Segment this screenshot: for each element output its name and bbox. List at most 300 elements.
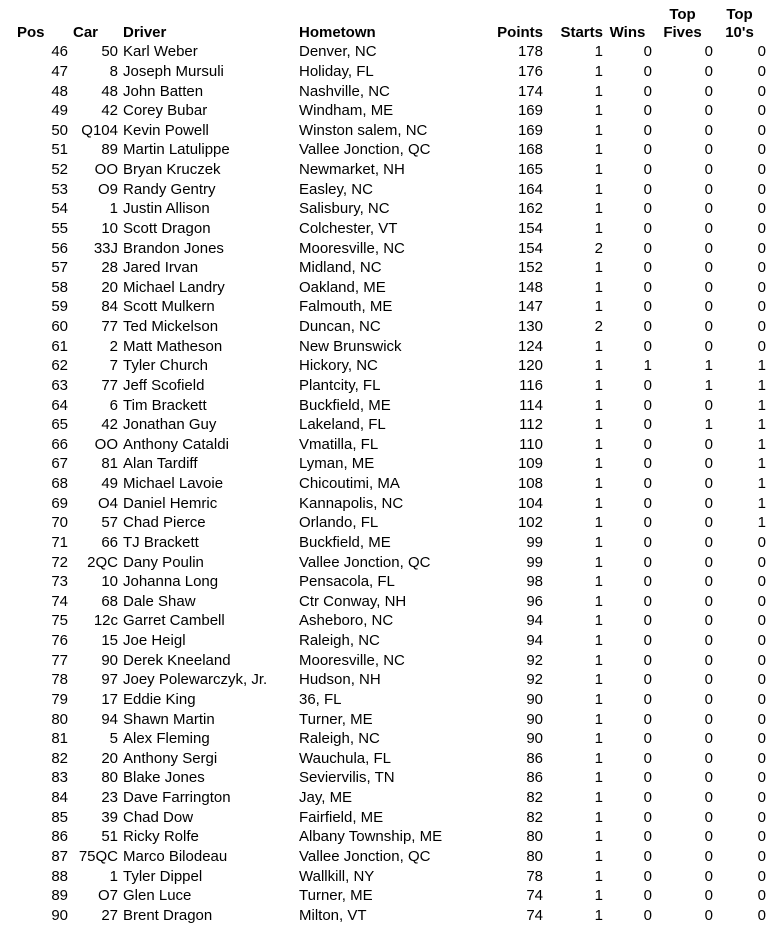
cell-top-fives: 0 bbox=[704, 141, 713, 159]
cell-hometown: Vallee Jonction, QC bbox=[299, 847, 431, 865]
cell-car: 20 bbox=[101, 278, 118, 296]
cell-pos: 88 bbox=[51, 867, 68, 885]
cell-points: 154 bbox=[517, 219, 543, 237]
cell-top-tens: 1 bbox=[757, 357, 766, 375]
cell-starts: 1 bbox=[594, 376, 603, 394]
cell-driver: Daniel Hemric bbox=[123, 494, 218, 512]
cell-driver: Joe Heigl bbox=[123, 632, 186, 650]
cell-driver: Michael Lavoie bbox=[123, 475, 224, 493]
cell-wins: 0 bbox=[643, 62, 652, 80]
cell-starts: 1 bbox=[594, 298, 603, 316]
cell-driver: John Batten bbox=[123, 82, 204, 100]
cell-car: 5 bbox=[109, 730, 118, 748]
cell-starts: 1 bbox=[594, 710, 603, 728]
table-row bbox=[0, 356, 766, 376]
cell-wins: 0 bbox=[643, 219, 652, 237]
cell-points: 124 bbox=[517, 337, 543, 355]
cell-pos: 68 bbox=[51, 475, 68, 493]
table-row bbox=[0, 474, 766, 494]
cell-top-fives: 0 bbox=[704, 121, 713, 139]
cell-points: 99 bbox=[526, 553, 543, 571]
cell-points: 174 bbox=[517, 82, 543, 100]
table-row bbox=[0, 906, 766, 926]
standings-body bbox=[0, 42, 766, 925]
cell-hometown: Colchester, VT bbox=[299, 219, 398, 237]
cell-hometown: Orlando, FL bbox=[299, 514, 379, 532]
cell-top-fives: 1 bbox=[704, 376, 713, 394]
cell-points: 164 bbox=[517, 180, 543, 198]
cell-pos: 59 bbox=[51, 298, 68, 316]
cell-wins: 0 bbox=[643, 298, 652, 316]
cell-wins: 0 bbox=[643, 259, 652, 277]
cell-car: 1 bbox=[109, 200, 118, 218]
cell-starts: 1 bbox=[594, 121, 603, 139]
cell-points: 169 bbox=[517, 121, 543, 139]
cell-pos: 64 bbox=[51, 396, 68, 414]
cell-driver: Brent Dragon bbox=[123, 906, 213, 924]
cell-wins: 0 bbox=[643, 710, 652, 728]
cell-wins: 0 bbox=[643, 730, 652, 748]
cell-driver: Eddie King bbox=[123, 690, 196, 708]
table-row bbox=[0, 238, 766, 258]
cell-car: 77 bbox=[101, 376, 118, 394]
cell-wins: 0 bbox=[643, 749, 652, 767]
cell-pos: 76 bbox=[51, 632, 68, 650]
cell-starts: 1 bbox=[594, 180, 603, 198]
table-row bbox=[0, 650, 766, 670]
cell-starts: 1 bbox=[594, 808, 603, 826]
cell-top-fives: 0 bbox=[704, 573, 713, 591]
cell-points: 92 bbox=[526, 651, 543, 669]
cell-driver: Joey Polewarczyk, Jr. bbox=[123, 671, 268, 689]
cell-wins: 0 bbox=[643, 278, 652, 296]
cell-driver: Tyler Church bbox=[123, 357, 209, 375]
cell-top-tens: 0 bbox=[757, 62, 766, 80]
cell-top-tens: 0 bbox=[757, 906, 766, 924]
cell-hometown: Vallee Jonction, QC bbox=[299, 141, 431, 159]
table-row bbox=[0, 121, 766, 141]
cell-points: 130 bbox=[517, 318, 543, 336]
cell-driver: Scott Mulkern bbox=[123, 298, 215, 316]
cell-hometown: Turner, ME bbox=[299, 710, 373, 728]
table-row bbox=[0, 552, 766, 572]
cell-pos: 78 bbox=[51, 671, 68, 689]
cell-top-tens: 0 bbox=[757, 318, 766, 336]
cell-driver: Blake Jones bbox=[123, 769, 205, 787]
cell-wins: 0 bbox=[643, 789, 652, 807]
table-row bbox=[0, 749, 766, 769]
cell-points: 74 bbox=[526, 906, 543, 924]
cell-points: 116 bbox=[519, 376, 543, 394]
cell-car: 80 bbox=[101, 769, 118, 787]
cell-hometown: Nashville, NC bbox=[299, 82, 390, 100]
cell-pos: 67 bbox=[51, 455, 68, 473]
cell-top-tens: 0 bbox=[757, 259, 766, 277]
table-row bbox=[0, 199, 766, 219]
cell-hometown: Mooresville, NC bbox=[299, 651, 405, 669]
cell-wins: 0 bbox=[643, 200, 652, 218]
cell-top-fives: 0 bbox=[704, 396, 713, 414]
cell-hometown: Mooresville, NC bbox=[299, 239, 405, 257]
header-pos: Pos bbox=[17, 24, 45, 41]
cell-driver: TJ Brackett bbox=[123, 533, 199, 551]
cell-wins: 0 bbox=[643, 533, 652, 551]
table-row bbox=[0, 81, 766, 101]
cell-top-tens: 0 bbox=[757, 553, 766, 571]
table-row bbox=[0, 611, 766, 631]
cell-top-fives: 0 bbox=[704, 298, 713, 316]
table-row bbox=[0, 62, 766, 82]
cell-hometown: Seviervilis, TN bbox=[299, 769, 395, 787]
cell-top-fives: 0 bbox=[704, 200, 713, 218]
cell-pos: 80 bbox=[51, 710, 68, 728]
cell-starts: 1 bbox=[594, 514, 603, 532]
cell-top-fives: 0 bbox=[704, 180, 713, 198]
cell-starts: 1 bbox=[594, 475, 603, 493]
table-row bbox=[0, 592, 766, 612]
cell-driver: Marco Bilodeau bbox=[123, 847, 228, 865]
cell-top-fives: 0 bbox=[704, 553, 713, 571]
cell-starts: 1 bbox=[594, 62, 603, 80]
cell-pos: 77 bbox=[51, 651, 68, 669]
cell-hometown: Fairfield, ME bbox=[299, 808, 384, 826]
cell-top-tens: 0 bbox=[757, 43, 766, 61]
cell-pos: 83 bbox=[51, 769, 68, 787]
cell-points: 112 bbox=[519, 416, 543, 434]
cell-car: OO bbox=[94, 435, 118, 453]
cell-hometown: Falmouth, ME bbox=[299, 298, 393, 316]
cell-driver: Joseph Mursuli bbox=[123, 62, 224, 80]
cell-top-tens: 0 bbox=[757, 200, 766, 218]
cell-points: 90 bbox=[526, 730, 543, 748]
cell-starts: 1 bbox=[594, 573, 603, 591]
header-top-tens bbox=[713, 2, 766, 42]
cell-car: 10 bbox=[101, 219, 118, 237]
cell-top-tens: 0 bbox=[757, 769, 766, 787]
table-row bbox=[0, 886, 766, 906]
cell-hometown: Plantcity, FL bbox=[299, 376, 381, 394]
cell-top-fives: 0 bbox=[704, 219, 713, 237]
cell-wins: 0 bbox=[643, 416, 652, 434]
cell-top-fives: 0 bbox=[704, 318, 713, 336]
cell-wins: 0 bbox=[643, 494, 652, 512]
cell-driver: Martin Latulippe bbox=[123, 141, 230, 159]
cell-top-fives: 0 bbox=[704, 102, 713, 120]
cell-car: 28 bbox=[101, 259, 118, 277]
cell-pos: 58 bbox=[51, 278, 68, 296]
cell-starts: 1 bbox=[594, 690, 603, 708]
cell-pos: 90 bbox=[51, 906, 68, 924]
cell-pos: 82 bbox=[51, 749, 68, 767]
cell-top-fives: 0 bbox=[704, 867, 713, 885]
table-row bbox=[0, 415, 766, 435]
cell-driver: Randy Gentry bbox=[123, 180, 216, 198]
cell-top-tens: 1 bbox=[757, 475, 766, 493]
cell-points: 110 bbox=[519, 435, 543, 453]
cell-top-tens: 0 bbox=[757, 592, 766, 610]
cell-starts: 1 bbox=[594, 612, 603, 630]
table-row bbox=[0, 336, 766, 356]
cell-top-fives: 0 bbox=[704, 710, 713, 728]
cell-top-fives: 0 bbox=[704, 690, 713, 708]
cell-points: 78 bbox=[526, 867, 543, 885]
cell-points: 104 bbox=[517, 494, 543, 512]
cell-starts: 1 bbox=[594, 337, 603, 355]
cell-car: 1 bbox=[109, 867, 118, 885]
cell-pos: 79 bbox=[51, 690, 68, 708]
cell-points: 148 bbox=[517, 278, 543, 296]
cell-points: 96 bbox=[526, 592, 543, 610]
cell-wins: 0 bbox=[643, 102, 652, 120]
cell-top-fives: 0 bbox=[704, 828, 713, 846]
cell-pos: 47 bbox=[51, 62, 68, 80]
cell-points: 94 bbox=[526, 632, 543, 650]
cell-pos: 86 bbox=[51, 828, 68, 846]
cell-car: 75QC bbox=[78, 847, 118, 865]
cell-top-tens: 1 bbox=[757, 396, 766, 414]
cell-starts: 1 bbox=[594, 82, 603, 100]
cell-top-tens: 0 bbox=[757, 141, 766, 159]
cell-top-tens: 1 bbox=[757, 455, 766, 473]
cell-points: 176 bbox=[517, 62, 543, 80]
table-row bbox=[0, 807, 766, 827]
cell-points: 80 bbox=[526, 828, 543, 846]
table-row bbox=[0, 219, 766, 239]
cell-starts: 1 bbox=[594, 141, 603, 159]
cell-hometown: Milton, VT bbox=[299, 906, 367, 924]
cell-top-fives: 0 bbox=[704, 730, 713, 748]
header-points: Points bbox=[497, 24, 543, 41]
cell-points: 120 bbox=[517, 357, 543, 375]
cell-pos: 75 bbox=[51, 612, 68, 630]
cell-top-tens: 0 bbox=[757, 710, 766, 728]
table-row bbox=[0, 101, 766, 121]
cell-hometown: Hickory, NC bbox=[299, 357, 378, 375]
cell-hometown: Holiday, FL bbox=[299, 62, 374, 80]
cell-hometown: Vallee Jonction, QC bbox=[299, 553, 431, 571]
cell-hometown: Windham, ME bbox=[299, 102, 394, 120]
cell-starts: 1 bbox=[594, 43, 603, 61]
cell-driver: Dave Farrington bbox=[123, 789, 231, 807]
cell-pos: 49 bbox=[51, 102, 68, 120]
cell-wins: 0 bbox=[643, 867, 652, 885]
cell-driver: Dale Shaw bbox=[123, 592, 196, 610]
cell-top-tens: 0 bbox=[757, 690, 766, 708]
table-row bbox=[0, 435, 766, 455]
cell-top-fives: 0 bbox=[704, 435, 713, 453]
cell-top-fives: 0 bbox=[704, 82, 713, 100]
cell-car: 17 bbox=[101, 690, 118, 708]
cell-pos: 60 bbox=[51, 318, 68, 336]
cell-wins: 0 bbox=[643, 887, 652, 905]
cell-driver: Chad Pierce bbox=[123, 514, 206, 532]
cell-wins: 0 bbox=[643, 769, 652, 787]
cell-starts: 1 bbox=[594, 749, 603, 767]
cell-top-tens: 0 bbox=[757, 671, 766, 689]
cell-wins: 1 bbox=[643, 357, 652, 375]
table-row bbox=[0, 847, 766, 867]
cell-car: 12c bbox=[93, 612, 118, 630]
cell-top-tens: 0 bbox=[757, 808, 766, 826]
cell-hometown: Turner, ME bbox=[299, 887, 373, 905]
table-row bbox=[0, 297, 766, 317]
cell-car: 50 bbox=[101, 43, 118, 61]
cell-points: 154 bbox=[517, 239, 543, 257]
cell-pos: 57 bbox=[51, 259, 68, 277]
cell-top-tens: 0 bbox=[757, 749, 766, 767]
cell-car: 97 bbox=[101, 671, 118, 689]
table-row bbox=[0, 572, 766, 592]
header-hometown: Hometown bbox=[299, 24, 376, 41]
cell-hometown: Lyman, ME bbox=[299, 455, 375, 473]
cell-pos: 73 bbox=[51, 573, 68, 591]
cell-car: 39 bbox=[101, 808, 118, 826]
cell-top-fives: 0 bbox=[704, 887, 713, 905]
cell-driver: Bryan Kruczek bbox=[123, 161, 221, 179]
cell-starts: 1 bbox=[594, 906, 603, 924]
table-row bbox=[0, 278, 766, 298]
cell-car: 42 bbox=[101, 416, 118, 434]
cell-hometown: Kannapolis, NC bbox=[299, 494, 404, 512]
cell-hometown: Duncan, NC bbox=[299, 318, 381, 336]
table-row bbox=[0, 454, 766, 474]
cell-hometown: Wallkill, NY bbox=[299, 867, 375, 885]
cell-wins: 0 bbox=[643, 514, 652, 532]
cell-driver: Karl Weber bbox=[123, 43, 198, 61]
cell-top-fives: 0 bbox=[704, 494, 713, 512]
cell-car: 23 bbox=[101, 789, 118, 807]
cell-top-fives: 0 bbox=[704, 592, 713, 610]
cell-wins: 0 bbox=[643, 396, 652, 414]
cell-top-fives: 1 bbox=[704, 357, 713, 375]
cell-starts: 1 bbox=[594, 161, 603, 179]
cell-driver: Jonathan Guy bbox=[123, 416, 217, 434]
cell-pos: 84 bbox=[51, 789, 68, 807]
cell-wins: 0 bbox=[643, 239, 652, 257]
cell-starts: 1 bbox=[594, 435, 603, 453]
header-starts: Starts bbox=[560, 24, 603, 41]
cell-starts: 1 bbox=[594, 494, 603, 512]
cell-points: 82 bbox=[526, 789, 543, 807]
cell-starts: 1 bbox=[594, 769, 603, 787]
cell-wins: 0 bbox=[643, 906, 652, 924]
cell-hometown: Buckfield, ME bbox=[299, 396, 391, 414]
cell-wins: 0 bbox=[643, 161, 652, 179]
cell-pos: 72 bbox=[51, 553, 68, 571]
table-row bbox=[0, 631, 766, 651]
table-row bbox=[0, 258, 766, 278]
cell-hometown: Midland, NC bbox=[299, 259, 382, 277]
cell-pos: 87 bbox=[51, 847, 68, 865]
cell-starts: 1 bbox=[594, 867, 603, 885]
table-row bbox=[0, 140, 766, 160]
cell-hometown: 36, FL bbox=[299, 690, 342, 708]
cell-top-tens: 0 bbox=[757, 573, 766, 591]
cell-points: 86 bbox=[526, 769, 543, 787]
cell-driver: Johanna Long bbox=[123, 573, 219, 591]
cell-wins: 0 bbox=[643, 435, 652, 453]
cell-driver: Dany Poulin bbox=[123, 553, 204, 571]
cell-top-fives: 0 bbox=[704, 749, 713, 767]
cell-pos: 81 bbox=[51, 730, 68, 748]
cell-pos: 52 bbox=[51, 161, 68, 179]
cell-top-tens: 1 bbox=[757, 416, 766, 434]
cell-points: 98 bbox=[526, 573, 543, 591]
cell-top-fives: 0 bbox=[704, 475, 713, 493]
cell-driver: Glen Luce bbox=[123, 887, 192, 905]
cell-hometown: Salisbury, NC bbox=[299, 200, 390, 218]
cell-points: 102 bbox=[517, 514, 543, 532]
cell-starts: 1 bbox=[594, 887, 603, 905]
cell-car: 15 bbox=[101, 632, 118, 650]
cell-driver: Shawn Martin bbox=[123, 710, 215, 728]
cell-top-fives: 0 bbox=[704, 769, 713, 787]
cell-top-tens: 0 bbox=[757, 789, 766, 807]
cell-wins: 0 bbox=[643, 573, 652, 591]
cell-points: 178 bbox=[517, 43, 543, 61]
cell-pos: 74 bbox=[51, 592, 68, 610]
cell-wins: 0 bbox=[643, 612, 652, 630]
cell-top-tens: 0 bbox=[757, 278, 766, 296]
cell-hometown: Easley, NC bbox=[299, 180, 373, 198]
header-top-tens-line2: 10's bbox=[725, 24, 754, 41]
cell-top-fives: 0 bbox=[704, 632, 713, 650]
cell-wins: 0 bbox=[643, 475, 652, 493]
cell-hometown: Denver, NC bbox=[299, 43, 377, 61]
cell-top-fives: 0 bbox=[704, 533, 713, 551]
cell-top-fives: 0 bbox=[704, 62, 713, 80]
cell-top-fives: 0 bbox=[704, 906, 713, 924]
cell-driver: Garret Cambell bbox=[123, 612, 225, 630]
cell-car: Q104 bbox=[81, 121, 118, 139]
cell-wins: 0 bbox=[643, 553, 652, 571]
header-top-tens-line1: Top bbox=[726, 6, 753, 23]
cell-top-tens: 0 bbox=[757, 867, 766, 885]
cell-top-tens: 0 bbox=[757, 82, 766, 100]
cell-points: 90 bbox=[526, 710, 543, 728]
cell-points: 74 bbox=[526, 887, 543, 905]
cell-driver: Alex Fleming bbox=[123, 730, 210, 748]
cell-driver: Anthony Cataldi bbox=[123, 435, 229, 453]
cell-driver: Corey Bubar bbox=[123, 102, 208, 120]
cell-pos: 51 bbox=[51, 141, 68, 159]
cell-car: 33J bbox=[93, 239, 118, 257]
cell-car: 66 bbox=[101, 533, 118, 551]
cell-points: 152 bbox=[517, 259, 543, 277]
cell-car: 57 bbox=[101, 514, 118, 532]
cell-pos: 55 bbox=[51, 219, 68, 237]
cell-wins: 0 bbox=[643, 690, 652, 708]
cell-starts: 1 bbox=[594, 416, 603, 434]
cell-starts: 1 bbox=[594, 651, 603, 669]
table-row bbox=[0, 395, 766, 415]
cell-starts: 1 bbox=[594, 533, 603, 551]
cell-hometown: Lakeland, FL bbox=[299, 416, 386, 434]
cell-top-tens: 0 bbox=[757, 298, 766, 316]
cell-top-tens: 0 bbox=[757, 612, 766, 630]
cell-car: 90 bbox=[101, 651, 118, 669]
cell-wins: 0 bbox=[643, 847, 652, 865]
cell-pos: 69 bbox=[51, 494, 68, 512]
cell-top-tens: 0 bbox=[757, 632, 766, 650]
cell-driver: Tim Brackett bbox=[123, 396, 207, 414]
cell-starts: 1 bbox=[594, 847, 603, 865]
cell-hometown: Chicoutimi, MA bbox=[299, 475, 400, 493]
cell-starts: 1 bbox=[594, 396, 603, 414]
cell-starts: 1 bbox=[594, 789, 603, 807]
cell-hometown: Oakland, ME bbox=[299, 278, 386, 296]
cell-wins: 0 bbox=[643, 318, 652, 336]
